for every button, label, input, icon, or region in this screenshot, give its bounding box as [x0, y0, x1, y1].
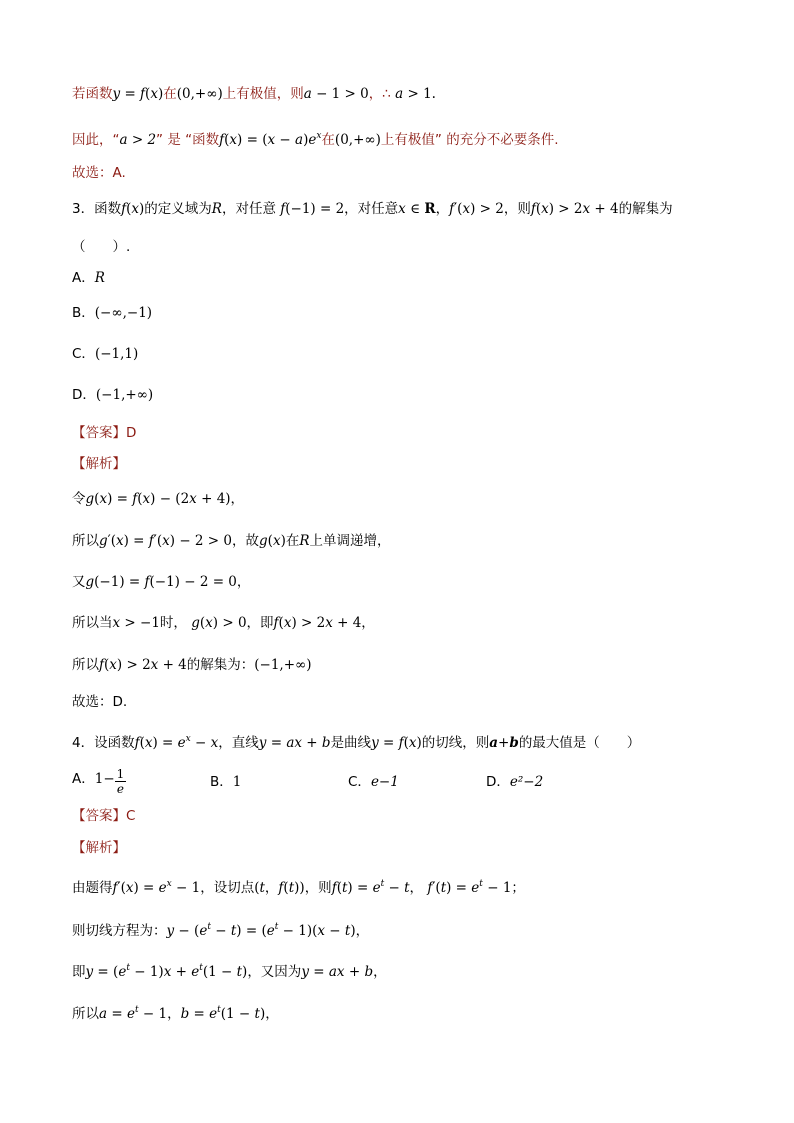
step-text: ，即 — [246, 615, 274, 631]
step-text: 令 — [72, 491, 86, 507]
step-text: 在 — [285, 533, 300, 549]
option-d — [72, 385, 153, 405]
analysis-label: 【解析】 — [72, 456, 126, 472]
step-text: 所以 — [72, 533, 99, 549]
option-value: 1− — [94, 771, 115, 787]
step-text: ，又因为 — [247, 964, 302, 980]
line-text: “ — [112, 132, 120, 148]
step-text: 上单调递增， — [309, 533, 391, 549]
text-line: 故选：A. — [72, 165, 126, 181]
stem-text: ，直线 — [218, 735, 259, 751]
options-row — [72, 763, 632, 799]
step: 令g(x) = f(x) − (2x + 4)， — [72, 491, 245, 507]
option-value: (−1,1) — [94, 346, 139, 362]
answer-label: 【答案】 — [72, 808, 126, 824]
option-value: (−∞,−1) — [94, 305, 153, 321]
step: 所以g′(x) = f′(x) − 2 > 0，故g(x)在R上单调递增， — [72, 533, 391, 549]
question-number: 4．设函数 — [72, 735, 135, 751]
line-text: 上有极值” 的充分不必要条件. — [380, 132, 559, 148]
answer-value: D — [126, 425, 137, 441]
step-text: 由题得 — [72, 880, 113, 896]
stem-text: ，对任意 — [344, 201, 399, 217]
step: 故选：D. — [72, 694, 128, 710]
option-value: 1 — [232, 774, 242, 790]
option-value: R — [94, 270, 105, 286]
option-c — [348, 772, 399, 792]
option-label: B． — [72, 305, 95, 321]
option-label: C． — [72, 346, 95, 362]
stem-text: 的解集为 — [618, 201, 673, 217]
option-label: A． — [72, 771, 95, 787]
answer-value: C — [126, 808, 136, 824]
step-text: ，则 — [304, 880, 332, 896]
option-value: e²−2 — [509, 774, 544, 790]
line-prefix: 若函数 — [72, 86, 113, 102]
question-number: 3．函数 — [72, 201, 122, 217]
option-b — [210, 772, 241, 792]
step-text: 所以当 — [72, 615, 113, 631]
option-a — [72, 268, 105, 288]
step: 又g(−1) = f(−1) − 2 = 0， — [72, 574, 251, 590]
option-c — [72, 344, 138, 364]
step: 由题得$f'(x) = e^x - 1$，设切点(t，f(t))，则$f(t) = e^t - t$， $f'(t) = e^t - 1$； — [72, 879, 525, 896]
option-a — [72, 767, 126, 796]
step-text: ，设切点 — [200, 880, 255, 896]
step-text: 即 — [72, 964, 86, 980]
answer-label: 【答案】 — [72, 425, 126, 441]
step-text: 的解集为： — [186, 657, 255, 673]
stem-text: 是曲线 — [330, 735, 372, 751]
condition: a > 2 — [119, 132, 157, 148]
step-text: ，故 — [232, 533, 259, 549]
stem-text: 的最大值是（ ） — [518, 735, 641, 751]
step-text: 又 — [72, 574, 86, 590]
stem-text: 的定义域为 — [144, 201, 212, 217]
line-text: ” 是 “函数 — [156, 132, 220, 148]
line-text: 上有极值，则 — [222, 86, 304, 102]
question-paren: （ ）. — [72, 239, 131, 255]
stem-text: ， — [435, 201, 450, 217]
text-line: 因此，“a > 2” 是 “函数$f(x) = (x - a)e^x$在(0,+∞)上有极值” 的充分不必要条件. — [72, 131, 559, 148]
option-label: D． — [72, 387, 96, 403]
question-3-stem: 3．函数f(x)的定义域为R，对任意 f(−1) = 2，对任意x ∈ R，f′(x) > 2，则f(x) > 2x + 4的解集为 — [72, 201, 673, 217]
step: 所以f(x) > 2x + 4的解集为：(−1,+∞) — [72, 657, 312, 673]
step-text: 则切线方程为： — [72, 923, 167, 939]
step-text: 所以 — [72, 1006, 99, 1022]
step: 即$y = (e^t - 1)x + e^t(1 - t)$，又因为y = ax + b， — [72, 963, 387, 980]
step-text: ； — [511, 880, 525, 896]
fraction: $\frac{1}{e}$ — [116, 767, 125, 796]
line-prefix: 因此， — [72, 132, 113, 148]
question-4-stem: 4．设函数$f(x) = e^x - x$，直线y = ax + b是曲线y = f(x)的切线，则a+b的最大值是（ ） — [72, 734, 641, 751]
step-text: 时， — [159, 615, 187, 631]
line-text: ，∴ — [368, 86, 391, 102]
step-text: 所以 — [72, 657, 99, 673]
option-value: (−1,+∞) — [95, 387, 154, 403]
answer — [72, 423, 136, 443]
stem-text: ，则 — [503, 201, 531, 217]
stem-text: ，对任意 — [221, 201, 276, 217]
option-b — [72, 303, 152, 323]
option-label: B． — [210, 774, 233, 790]
option-label: A． — [72, 270, 95, 286]
line-text: 在 — [163, 86, 177, 102]
option-value: e−1 — [370, 774, 399, 790]
answer — [72, 806, 135, 826]
text-line: 若函数y = f(x)在(0,+∞)上有极值，则a − 1 > 0，∴ a > 1. — [72, 86, 436, 102]
analysis-label: 【解析】 — [72, 840, 126, 856]
step: 所以$a = e^t - 1$，$b = e^t(1 - t)$， — [72, 1005, 279, 1022]
step: 则切线方程为：$y - (e^t - t) = (e^t - 1)(x - t)$， — [72, 922, 370, 939]
option-d — [486, 772, 543, 792]
step: 所以当x > −1时， g(x) > 0，即f(x) > 2x + 4， — [72, 615, 375, 631]
option-label: C． — [348, 774, 371, 790]
option-label: D． — [486, 774, 510, 790]
stem-text: 的切线，则 — [421, 735, 490, 751]
line-text: 在 — [321, 132, 335, 148]
